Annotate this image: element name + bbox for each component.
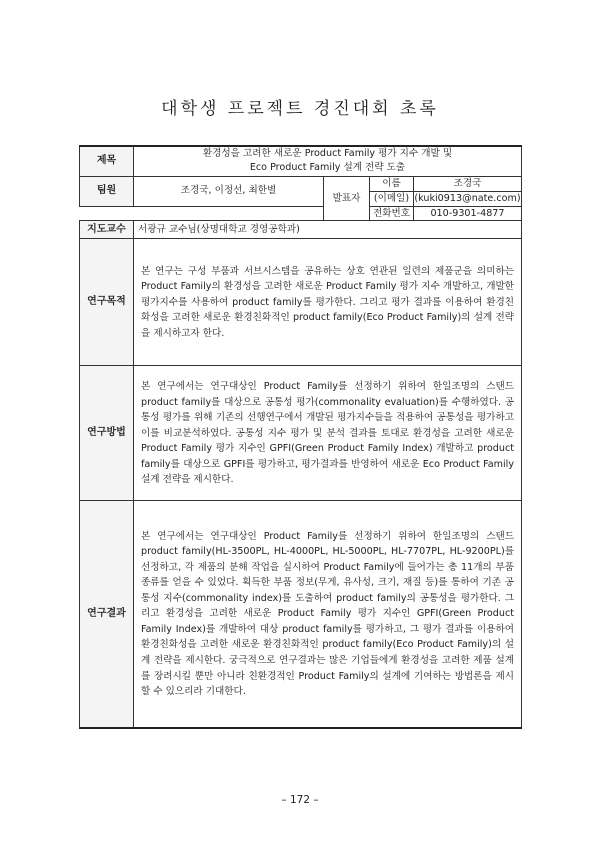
- team-row-3: [80, 206, 522, 221]
- team-spacer-1: [80, 206, 134, 221]
- team-row-1: [80, 176, 522, 191]
- team-members: 조경국, 이정선, 최한별: [134, 176, 324, 206]
- title-line-2: Eco Product Family 설계 전략 도출: [249, 162, 406, 174]
- method-text: 본 연구에서는 연구대상인 Product Family를 선정하기 위하여 한일조명의 스탠드 product family를 대상으로 공통성 평가(commonality evaluation)를 수행하였다. 공통성 평가를 위해 기존의 선행연구에서 개발된 평가지수들을 적용하여 공통성을 평가하고 이를 비교분석하였다. 공통성 지수 평가 및 분석 결과를 토대로 환경성을 고려한 새로운 Product Family 평가 지수인 GPFI(Green Product Family Index) 개발하고 product family를 대상으로 GPFI를 평가하고, 평가결과를 반영하여 새로운 Eco Product Family 설계 전략을 제시한다.: [134, 366, 522, 501]
- result-text: 본 연구에서는 연구대상인 Product Family를 선정하기 위하여 한일조명의 스탠드 product family(HL-3500PL, HL-4000PL, HL-5000PL, HL-7707PL, HL-9200PL)를 선정하고, 각 제품의 분해 작업을 실시하여 Product Family에 들어가는 총 11개의 부품 종류를 얻을 수 있었다. 획득한 부품 정보(무게, 유사성, 크기, 재질 등)를 통하여 기존 공통성 지수(commonality index)를 도출하여 product family의 공통성을 평가한다. 그리고 환경성을 고려한 새로운 Product Family 평가 지수인 GPFI(Green Product Family Index)를 개발하여 대상 product family를 평가하고, 그 평가 결과를 이용하여 환경친화성을 고려한 새로운 환경친화적인 product family(Eco Product Family)의 설계 전략을 제시한다. 궁극적으로 연구결과는 많은 기업들에게 환경성을 고려한 제품 설계를 장려시킬 뿐만 아니라 친환경적인 Product Family의 설계에 기여하는 방법론을 제시할 수 있으리라 기대한다.: [134, 501, 522, 728]
- title-cell: [134, 146, 522, 176]
- method-row: [80, 366, 522, 501]
- team-spacer-2: [134, 206, 324, 221]
- phone-label: 전화번호: [370, 206, 414, 221]
- phone-value: 010-9301-4877: [414, 206, 522, 221]
- title-line-1: 환경성을 고려한 새로운 Product Family 평가 지수 개발 및: [202, 148, 453, 160]
- page-number: – 172 –: [281, 794, 319, 806]
- presenter-label: 발표자: [324, 176, 370, 221]
- name-label: 이름: [370, 176, 414, 191]
- purpose-text: 본 연구는 구성 부품과 서브시스템을 공유하는 상호 연관된 일련의 제품군을 의미하는 Product Family의 환경성을 고려한 새로운 Product Family 평가 지수 개발하고, 개발한 평가지수를 사용하여 product family를 평가한다. 그리고 평가 결과를 이용하여 환경친화성을 고려한 새로운 환경친화적인 product family(Eco Product Family)의 설계 전략을 제시하고자 한다.: [134, 239, 522, 366]
- name-value: 조경국: [414, 176, 522, 191]
- abstract-form-table: [79, 145, 522, 729]
- method-label: 연구방법: [80, 366, 134, 501]
- team-label: 팀원: [80, 176, 134, 206]
- advisor-value: 서광규 교수님(상명대학교 경영공학과): [134, 221, 522, 239]
- result-row: [80, 501, 522, 728]
- purpose-row: [80, 239, 522, 366]
- title-label: 제목: [80, 146, 134, 176]
- advisor-label: 지도교수: [80, 221, 134, 239]
- email-label: (이메일): [370, 191, 414, 206]
- advisor-row: [80, 221, 522, 239]
- purpose-label: 연구목적: [80, 239, 134, 366]
- title-row: [80, 146, 522, 176]
- page-title: 대학생 프로젝트 경진대회 초록: [161, 99, 439, 119]
- email-value: (kuki0913@nate.com): [414, 191, 522, 206]
- result-label: 연구결과: [80, 501, 134, 728]
